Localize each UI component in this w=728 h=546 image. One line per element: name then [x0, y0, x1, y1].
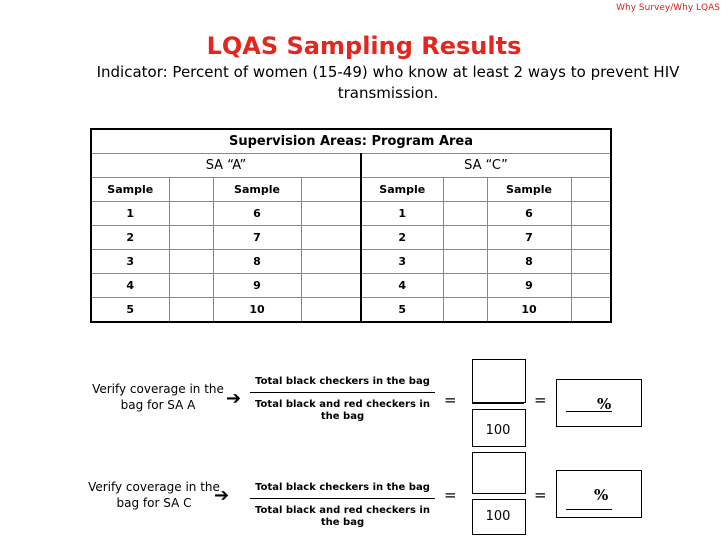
- table-row: [91, 274, 611, 298]
- percent-symbol: %: [594, 486, 609, 504]
- col-sample-header: Sample: [361, 178, 443, 202]
- result-cell[interactable]: [169, 226, 213, 250]
- denominator-label: Total black and red checkers in the bag: [255, 505, 430, 528]
- arrow-right-icon: ➔: [226, 388, 242, 409]
- sa-a-header: SA “A”: [91, 154, 361, 178]
- sample-cell: 10: [487, 298, 571, 323]
- fraction-sa-c: [250, 482, 435, 529]
- result-cell[interactable]: [169, 298, 213, 323]
- nav-link-why-survey[interactable]: Why Survey/Why LQAS: [616, 3, 720, 13]
- verify-coverage-sa-c: Verify coverage in the bag for SA C: [88, 480, 220, 510]
- percent-symbol: %: [597, 395, 612, 413]
- black-count-box[interactable]: [472, 452, 526, 494]
- table-row: [91, 298, 611, 323]
- fraction-line: [472, 493, 524, 494]
- result-cell[interactable]: [443, 274, 487, 298]
- sample-cell: 1: [361, 202, 443, 226]
- sample-cell: 3: [91, 250, 169, 274]
- sampling-table: [90, 128, 612, 323]
- table-row: [91, 250, 611, 274]
- supervision-area-header: Supervision Areas: Program Area: [91, 129, 611, 154]
- sample-cell: 4: [91, 274, 169, 298]
- sample-cell: 5: [91, 298, 169, 323]
- sample-cell: 9: [487, 274, 571, 298]
- result-cell[interactable]: [301, 250, 361, 274]
- hundred-box: [472, 499, 526, 535]
- hundred-label: 100: [485, 509, 511, 524]
- fraction-sa-a: [250, 376, 435, 423]
- table-row: [91, 202, 611, 226]
- result-cell[interactable]: [571, 226, 611, 250]
- fraction-line: [250, 392, 435, 393]
- col-blank: [571, 178, 611, 202]
- result-cell[interactable]: [169, 250, 213, 274]
- result-cell[interactable]: [301, 226, 361, 250]
- column-header-row: [91, 178, 611, 202]
- result-cell[interactable]: [443, 298, 487, 323]
- verify-coverage-sa-a: Verify coverage in the bag for SA A: [92, 382, 224, 412]
- result-cell[interactable]: [443, 226, 487, 250]
- page-title: LQAS Sampling Results: [206, 32, 522, 60]
- col-sample-header: Sample: [91, 178, 169, 202]
- hundred-box: [472, 409, 526, 447]
- numerator-label: Total black checkers in the bag: [255, 376, 430, 387]
- result-cell[interactable]: [571, 250, 611, 274]
- fraction-line: [472, 403, 524, 404]
- sample-cell: 2: [91, 226, 169, 250]
- denominator-label: Total black and red checkers in the bag: [255, 399, 430, 422]
- result-cell[interactable]: [571, 298, 611, 323]
- sample-cell: 4: [361, 274, 443, 298]
- result-cell[interactable]: [571, 202, 611, 226]
- sample-cell: 6: [487, 202, 571, 226]
- col-blank: [301, 178, 361, 202]
- sample-cell: 8: [487, 250, 571, 274]
- result-cell[interactable]: [169, 274, 213, 298]
- indicator-text: Indicator: Percent of women (15-49) who know at least 2 ways to prevent HIV transmission.: [96, 63, 680, 102]
- sample-cell: 6: [213, 202, 301, 226]
- col-blank: [443, 178, 487, 202]
- equals-sign: =: [534, 391, 547, 409]
- equals-sign: =: [444, 391, 457, 409]
- result-cell[interactable]: [301, 298, 361, 323]
- black-count-box[interactable]: [472, 359, 526, 403]
- result-cell[interactable]: [571, 274, 611, 298]
- col-sample-header: Sample: [213, 178, 301, 202]
- sample-cell: 3: [361, 250, 443, 274]
- sample-cell: 5: [361, 298, 443, 323]
- sample-cell: 10: [213, 298, 301, 323]
- percent-blank-line: [566, 509, 612, 510]
- result-cell[interactable]: [443, 250, 487, 274]
- result-cell[interactable]: [301, 274, 361, 298]
- equals-sign: =: [534, 486, 547, 504]
- arrow-right-icon: ➔: [214, 485, 230, 506]
- table-row: [91, 226, 611, 250]
- sample-cell: 9: [213, 274, 301, 298]
- result-cell[interactable]: [169, 202, 213, 226]
- sample-cell: 1: [91, 202, 169, 226]
- sample-cell: 7: [487, 226, 571, 250]
- sample-cell: 8: [213, 250, 301, 274]
- hundred-label: 100: [485, 423, 511, 438]
- result-cell[interactable]: [443, 202, 487, 226]
- numerator-label: Total black checkers in the bag: [255, 482, 430, 493]
- sample-cell: 7: [213, 226, 301, 250]
- equals-sign: =: [444, 486, 457, 504]
- fraction-line: [250, 498, 435, 499]
- sa-c-header: SA “C”: [361, 154, 611, 178]
- sample-cell: 2: [361, 226, 443, 250]
- col-sample-header: Sample: [487, 178, 571, 202]
- col-blank: [169, 178, 213, 202]
- result-cell[interactable]: [301, 202, 361, 226]
